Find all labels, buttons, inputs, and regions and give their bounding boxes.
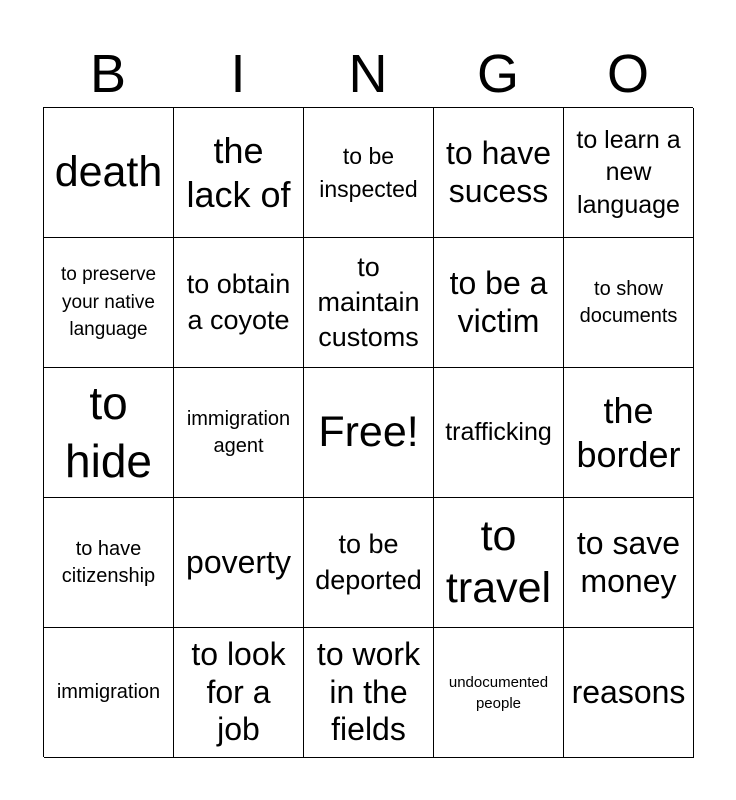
bingo-cell[interactable]: undocumented people	[434, 628, 564, 758]
bingo-cell[interactable]: the border	[564, 368, 694, 498]
bingo-cell[interactable]: to look for a job	[174, 628, 304, 758]
bingo-cell[interactable]: the lack of	[174, 108, 304, 238]
bingo-board	[43, 107, 693, 757]
bingo-cell[interactable]: to show documents	[564, 238, 694, 368]
header-letter-n: N	[348, 44, 388, 104]
bingo-cell[interactable]: to have sucess	[434, 108, 564, 238]
header-letter-i: I	[230, 44, 246, 104]
bingo-cell[interactable]: to work in the fields	[304, 628, 434, 758]
bingo-cell[interactable]: death	[44, 108, 174, 238]
bingo-cell[interactable]: immigration agent	[174, 368, 304, 498]
bingo-cell[interactable]: to obtain a coyote	[174, 238, 304, 368]
bingo-cell[interactable]: to have citizenship	[44, 498, 174, 628]
bingo-cell[interactable]: to be a victim	[434, 238, 564, 368]
bingo-cell[interactable]: poverty	[174, 498, 304, 628]
bingo-cell[interactable]: to maintain customs	[304, 238, 434, 368]
bingo-cell[interactable]: to hide	[44, 368, 174, 498]
bingo-cell[interactable]: to travel	[434, 498, 564, 628]
bingo-header	[43, 40, 693, 108]
header-letter-o: O	[606, 44, 649, 104]
header-letter-g: G	[476, 44, 519, 104]
bingo-cell[interactable]: to save money	[564, 498, 694, 628]
bingo-cell[interactable]: to preserve your native language	[44, 238, 174, 368]
bingo-cell[interactable]: immigration	[44, 628, 174, 758]
bingo-cell[interactable]: to be deported	[304, 498, 434, 628]
bingo-cell[interactable]: to be inspected	[304, 108, 434, 238]
free-space[interactable]: Free!	[304, 368, 434, 498]
bingo-cell[interactable]: trafficking	[434, 368, 564, 498]
header-letter-b: B	[89, 44, 127, 104]
bingo-cell[interactable]: reasons	[564, 628, 694, 758]
bingo-cell[interactable]: to learn a new language	[564, 108, 694, 238]
